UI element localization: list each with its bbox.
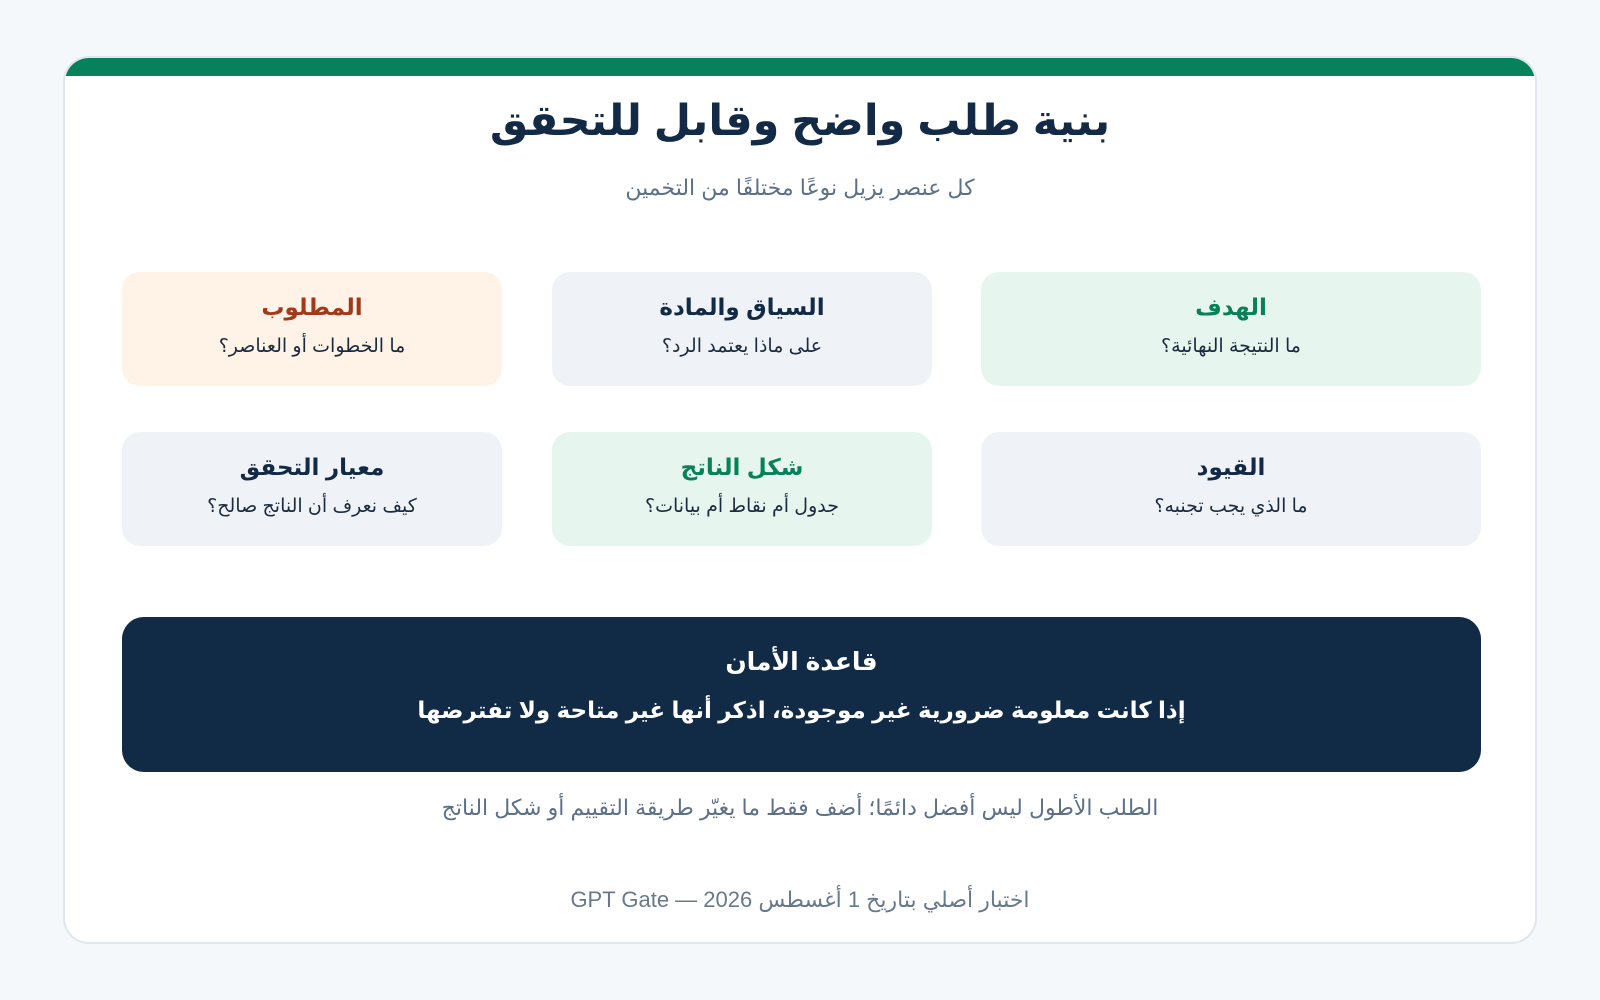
tile-output-format — [552, 432, 932, 546]
tile-heading: القيود — [1196, 454, 1266, 480]
tile-context — [552, 272, 932, 386]
tile-verification — [122, 432, 502, 546]
page-title: بنية طلب واضح وقابل للتحقق — [489, 97, 1111, 145]
safety-rule-banner — [122, 617, 1481, 772]
tile-heading: شكل الناتج — [680, 454, 804, 480]
tile-question: جدول أم نقاط أم بيانات؟ — [644, 496, 840, 517]
tile-question: كيف نعرف أن الناتج صالح؟ — [207, 496, 417, 517]
safety-rule-text: إذا كانت معلومة ضرورية غير موجودة، اذكر أنها غير متاحة ولا تفترضها — [417, 697, 1186, 723]
tile-heading: الهدف — [1195, 294, 1267, 320]
page-subtitle: كل عنصر يزيل نوعًا مختلفًا من التخمين — [625, 175, 975, 200]
accent-top-bar — [65, 58, 1535, 76]
tile-goal — [981, 272, 1481, 386]
tile-required — [122, 272, 502, 386]
tile-heading: السياق والمادة — [659, 294, 825, 320]
tile-constraints — [981, 432, 1481, 546]
tile-question: ما النتيجة النهائية؟ — [1161, 336, 1301, 357]
footer-text: GPT Gate — اختبار أصلي بتاريخ 1 أغسطس 2026 — [570, 887, 1030, 912]
tile-question: على ماذا يعتمد الرد؟ — [661, 336, 823, 357]
tile-question: ما الخطوات أو العناصر؟ — [218, 336, 406, 357]
content-card — [63, 56, 1537, 944]
safety-rule-heading: قاعدة الأمان — [725, 648, 878, 676]
tile-heading: معيار التحقق — [239, 454, 385, 480]
tile-heading: المطلوب — [261, 294, 363, 320]
advice-note: الطلب الأطول ليس أفضل دائمًا؛ أضف فقط ما يغيّر طريقة التقييم أو شكل الناتج — [441, 795, 1159, 820]
tile-question: ما الذي يجب تجنبه؟ — [1154, 496, 1308, 517]
footer-credit — [65, 887, 1535, 913]
